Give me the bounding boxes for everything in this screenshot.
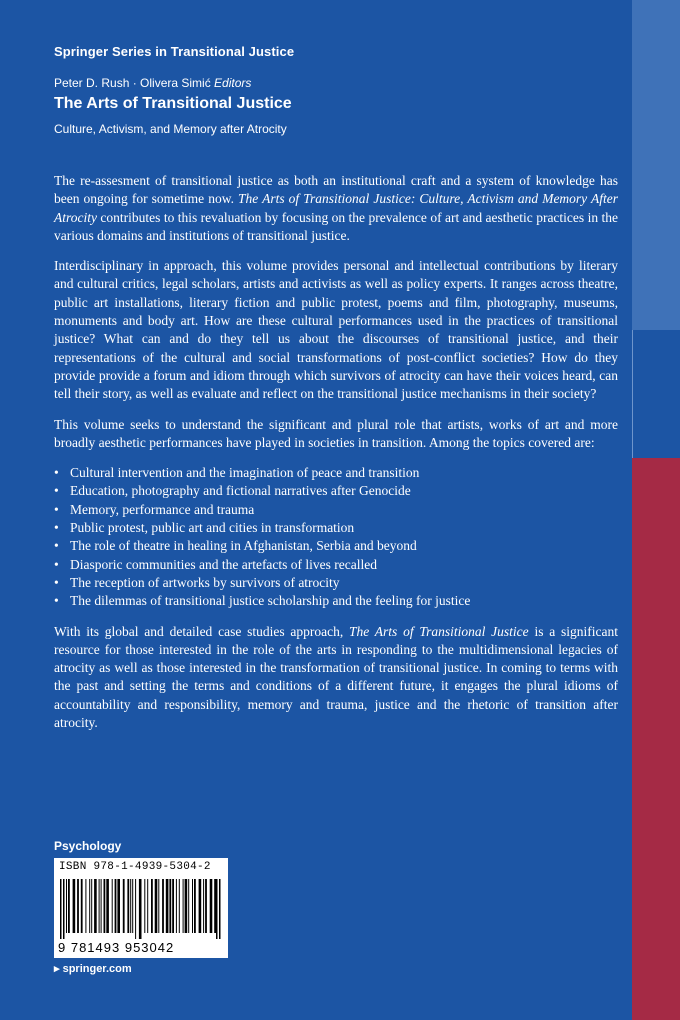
editors-names: Peter D. Rush · Olivera Simić <box>54 76 211 90</box>
barcode-bar <box>106 879 109 933</box>
topic-item: • Cultural intervention and the imagination of peace and transition <box>54 464 618 482</box>
editors-line <box>54 76 251 90</box>
barcode-bar <box>117 879 120 933</box>
barcode-bar <box>135 879 136 939</box>
book-subtitle: Culture, Activism, and Memory after Atrocity <box>54 122 287 136</box>
barcode-bar <box>192 879 193 933</box>
barcode-bar <box>104 879 106 933</box>
series-title: Springer Series in Transitional Justice <box>54 44 295 59</box>
barcode-bar <box>63 879 65 939</box>
spine-band-top <box>632 0 680 330</box>
book-title: The Arts of Transitional Justice <box>54 95 292 112</box>
topic-item: • Diasporic communities and the artefacts of lives recalled <box>54 556 618 574</box>
barcode-bar <box>144 879 145 933</box>
barcode-bar <box>179 879 180 933</box>
barcode-bar <box>169 879 171 933</box>
topic-item: • The dilemmas of transitional justice scholarship and the feeling for justice <box>54 592 618 610</box>
barcode-bar <box>89 879 90 933</box>
blurb-p1-text-a: The re-assesment of transitional justice as both an institutional craft and a system of knowledge has been ongoing for sometime now. <box>54 173 618 207</box>
barcode-bar <box>101 879 102 933</box>
barcode-bars <box>60 879 222 939</box>
barcode-bar <box>85 879 86 933</box>
barcode-bar <box>188 879 189 933</box>
barcode-bar <box>203 879 204 933</box>
barcode-bar <box>172 879 174 933</box>
barcode-bar <box>123 879 125 933</box>
barcode-bar <box>166 879 169 933</box>
editors-role: Editors <box>214 76 252 90</box>
barcode-bar <box>155 879 158 933</box>
barcode-bar <box>81 879 83 933</box>
barcode-bar <box>99 879 100 933</box>
topic-item: • The reception of artworks by survivors of atrocity <box>54 574 618 592</box>
barcode-bar <box>176 879 177 933</box>
barcode-bar <box>162 879 164 933</box>
barcode-bar <box>73 879 76 933</box>
topic-item: • The role of theatre in healing in Afghanistan, Serbia and beyond <box>54 537 618 555</box>
blurb-p1-title: The Arts of Transitional Justice: Culture, Activism and Memory After Atrocity <box>54 191 618 225</box>
barcode-bar <box>60 879 62 939</box>
blurb-paragraph-2: Interdisciplinary in approach, this volume provides personal and intellectual contributions by literary and cultural critics, legal scholars, artists and activists as well as policy experts. It ranges across theatre, public art installations, literary fiction and public protest, poems and film, photography, museums, monuments and body art. How are these cultural performances used in the practices of transitional justice? What can and do they tell us about the discourses of transitional justice, and their representations of the cultural and social transformations of post-conflict societies? How do they provide provide a forum and idiom through which survivors of atrocity can have their voices heard, can tell their story, as well as evaluate and reflect on the transitional justice mechanisms in their society? <box>54 258 618 402</box>
barcode-bar <box>199 879 202 933</box>
publisher-website: ▸ springer.com <box>54 963 132 975</box>
barcode-bar <box>147 879 148 933</box>
isbn-label: ISBN 978-1-4939-5304-2 <box>59 861 211 873</box>
barcode-bar <box>132 879 133 933</box>
spine-band-middle <box>632 330 680 458</box>
ean-digits: 9 781493 953042 <box>58 940 175 955</box>
barcode-bar <box>130 879 131 933</box>
barcode-bar <box>139 879 142 939</box>
blurb-p4-title: The Arts of Transitional Justice <box>349 623 529 639</box>
barcode-bar <box>205 879 207 933</box>
topic-item: • Memory, performance and trauma <box>54 501 618 519</box>
barcode-bar <box>214 879 216 933</box>
barcode-bar <box>68 879 70 933</box>
topic-item: • Education, photography and fictional narratives after Genocide <box>54 482 618 500</box>
blurb-paragraph-4 <box>54 623 618 733</box>
subject-category: Psychology <box>54 839 122 853</box>
barcode-bar <box>115 879 117 933</box>
topics-list <box>54 464 618 610</box>
barcode-bar <box>183 879 184 933</box>
barcode-bar <box>94 879 97 933</box>
blurb <box>54 172 618 744</box>
blurb-paragraph-1 <box>54 172 618 245</box>
barcode-bar <box>194 879 196 933</box>
blurb-p4-text-b: is a significant resource for those interested in the role of the arts in responding to the multidimensional legacies of atrocity as well as those interested in the transformation of transitional justice. In coming to terms with the past and setting the terms and conditions of a different future, it engages the plural idioms of accountability and responsibility, memory and trauma, justice and the rhetoric of transition after atrocity. <box>54 623 619 731</box>
topic-item: • Public protest, public art and cities in transformation <box>54 519 618 537</box>
barcode-bar <box>219 879 221 939</box>
barcode-bar <box>112 879 113 933</box>
barcode-bar <box>216 879 218 939</box>
barcode-bar <box>91 879 92 933</box>
blurb-paragraph-3: This volume seeks to understand the significant and plural role that artists, works of art and more broadly aesthetic performances have played in societies in transition. Among the topics covered are: <box>54 416 618 450</box>
barcode-bar <box>210 879 213 933</box>
spine-band-bottom <box>632 458 680 1020</box>
blurb-p1-text-b: contributes to this revaluation by focusing on the prevalence of art and aesthetic practices in the various domains and institutions of transitional justice. <box>54 209 618 243</box>
barcode-bar <box>127 879 129 933</box>
isbn-barcode <box>54 858 228 958</box>
barcode-bar <box>185 879 188 933</box>
barcode-bar <box>158 879 159 933</box>
barcode-bar <box>77 879 79 933</box>
barcode-bar <box>151 879 153 933</box>
blurb-p4-text-a: With its global and detailed case studies approach, <box>54 623 350 639</box>
barcode-bar <box>66 879 67 933</box>
